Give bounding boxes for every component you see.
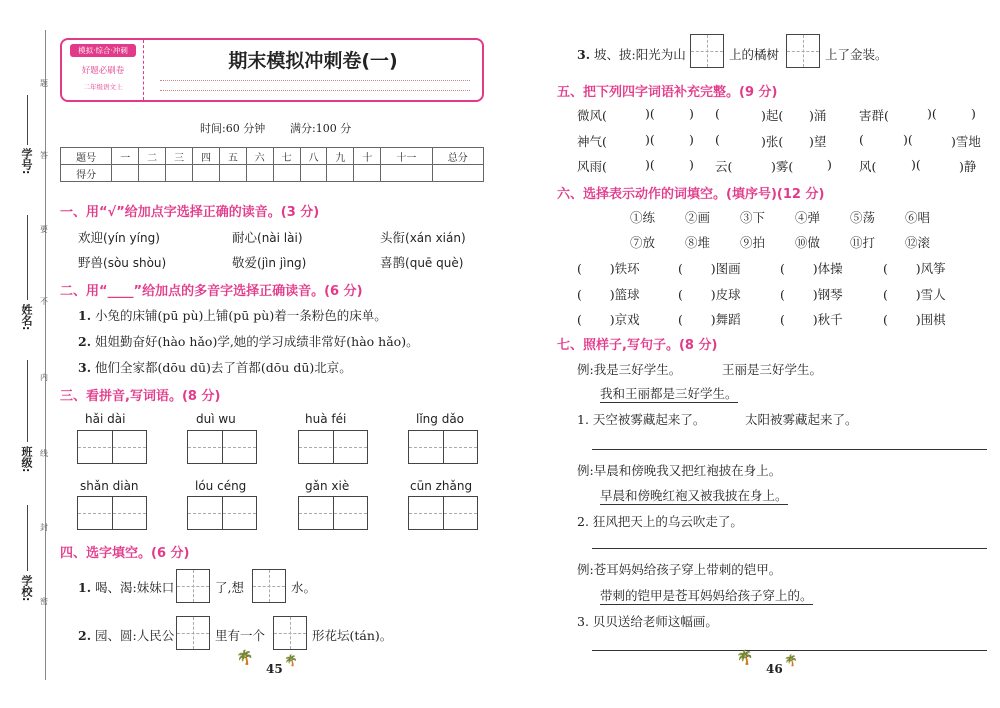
tianzige-box[interactable] [298, 430, 368, 464]
s5-part[interactable]: )( [645, 132, 655, 147]
s1-pinyin[interactable]: (xán xián) [405, 231, 466, 245]
header-dotted-line [160, 90, 470, 91]
s5-part[interactable]: )张( [761, 134, 784, 149]
table-cell: 二 [139, 148, 166, 165]
s6-option: ⑦放 [630, 235, 656, 250]
s5-part: )雪地 [951, 134, 981, 149]
table-cell: 得分 [61, 165, 112, 182]
s5-part[interactable]: 害群( [859, 108, 889, 123]
s5-part: ) [827, 157, 832, 172]
header-dotted-line [160, 80, 470, 81]
table-cell: 十 [354, 148, 381, 165]
score-input-cell[interactable] [432, 165, 483, 182]
s4-item-2 [78, 626, 174, 644]
tianzige-box[interactable] [690, 34, 724, 68]
field-line-banji [27, 360, 28, 442]
score-table-header-row [61, 148, 484, 165]
header-series: 好题必刷卷 [81, 66, 125, 76]
s5-part: )静 [959, 159, 977, 174]
s6-blank[interactable]: ( )篮球 [577, 287, 640, 302]
table-cell: 七 [273, 148, 300, 165]
s2-item-3[interactable] [78, 358, 352, 376]
field-line-xuehao [27, 95, 28, 145]
field-line-xuexiao [27, 505, 28, 571]
s3-pinyin: shǎn diàn [80, 479, 139, 493]
s7-question-1: 1. 天空被雾藏起来了。 [577, 412, 706, 427]
s7-question-3: 3. 贝贝送给老师这幅画。 [577, 614, 718, 629]
score-input-cell[interactable] [354, 165, 381, 182]
tianzige-box[interactable] [187, 430, 257, 464]
answer-line[interactable] [592, 449, 987, 450]
s2-text: 小兔的床铺(pū pù)上铺(pū pù)着一条粉色的床单。 [95, 308, 387, 323]
s5-part[interactable]: ( [715, 106, 720, 121]
s3-pinyin: lóu céng [195, 479, 247, 493]
s6-option: ⑪打 [850, 235, 876, 250]
s4-text-a: 坡、披:阳光为山 [594, 47, 686, 62]
table-cell: 十一 [381, 148, 432, 165]
s6-blank[interactable]: ( )图画 [678, 261, 741, 276]
table-cell: 题号 [61, 148, 112, 165]
s5-part[interactable]: 风( [859, 159, 877, 174]
s5-part[interactable]: ( [859, 132, 864, 147]
s2-item-1[interactable] [78, 306, 387, 324]
exam-title: 期末模拟冲刺卷(一) [228, 50, 398, 72]
s1-item-4 [78, 253, 166, 271]
s7-example-2: 例:早晨和傍晚我又把红袍披在身上。 [577, 463, 782, 478]
s5-part: ) [971, 106, 976, 121]
s3-pinyin: huà féi [305, 412, 347, 426]
s1-item-6 [380, 253, 463, 271]
s4-num: 2. [78, 628, 92, 643]
s5-part[interactable]: )起( [761, 108, 784, 123]
table-cell: 八 [300, 148, 327, 165]
s1-word: 喜鹊 [380, 255, 406, 270]
score-input-cell[interactable] [300, 165, 327, 182]
s1-pinyin[interactable]: (nài lài) [257, 231, 303, 245]
s6-blank-word: 钢琴 [817, 287, 843, 302]
s3-pinyin: lǐng dǎo [416, 412, 465, 426]
binding-line [45, 30, 46, 680]
score-input-cell[interactable] [139, 165, 166, 182]
palm-tree-icon: 🌴 [736, 650, 754, 666]
s6-blank-word: 图画 [715, 261, 741, 276]
tianzige-box[interactable] [786, 34, 820, 68]
tianzige-box[interactable] [176, 569, 210, 603]
s5-part: ) [689, 106, 694, 121]
s5-part: )涌 [809, 108, 827, 123]
exam-time: 时间:60 分钟 [200, 122, 266, 135]
s6-option: ②画 [685, 210, 711, 225]
s3-pinyin: duì wu [196, 412, 236, 426]
tianzige-box[interactable] [408, 430, 478, 464]
table-cell: 总分 [432, 148, 483, 165]
s5-part: )望 [809, 134, 827, 149]
s4-item-1 [78, 578, 174, 596]
s7-example-1b: 王丽是三好学生。 [722, 362, 823, 377]
s6-option: ①练 [630, 210, 656, 225]
section-1-title: 一、用“√”给加点字选择正确的读音。(3 分) [60, 205, 320, 220]
s6-option: ⑧堆 [685, 235, 711, 250]
s1-pinyin[interactable]: (yín yíng) [103, 231, 160, 245]
s4-text-b: 里有一个 [215, 628, 266, 643]
s1-word: 耐心 [232, 230, 258, 245]
table-cell: 四 [193, 148, 220, 165]
s4-item-3 [577, 45, 686, 63]
s1-pinyin[interactable]: (sòu shòu) [103, 256, 167, 270]
s2-num: 2. [78, 334, 92, 349]
field-label-xuexiao: 学校: [20, 575, 33, 602]
palm-tree-icon: 🌴 [284, 654, 298, 667]
s6-blank[interactable]: ( )京戏 [577, 312, 640, 327]
s6-blank[interactable]: ( )雪人 [883, 287, 946, 302]
s6-option: ⑩做 [795, 235, 821, 250]
field-label-xingming: 姓名: [20, 304, 33, 331]
s6-blank-word: 篮球 [614, 287, 640, 302]
s4-text-c: 水。 [291, 580, 317, 595]
header-grade: 二年级语文上 [83, 83, 123, 91]
s6-blank[interactable]: ( )秋千 [780, 312, 843, 327]
s4-num: 3. [577, 47, 591, 62]
tianzige-box[interactable] [77, 430, 147, 464]
exam-full-score: 满分:100 分 [290, 122, 352, 135]
s1-word: 敬爱 [232, 255, 258, 270]
s5-part[interactable]: 微风( [577, 108, 607, 123]
s2-text: 姐姐勤奋好(hào hǎo)学,她的学习成绩非常好(hào hǎo)。 [95, 334, 419, 349]
s4-text-c: 上了金装。 [825, 47, 888, 62]
s5-part[interactable]: )( [645, 157, 655, 172]
s5-part[interactable]: 云( [715, 159, 733, 174]
s6-option: ⑫滚 [905, 235, 931, 250]
score-table-score-row [61, 165, 484, 182]
table-cell: 五 [219, 148, 246, 165]
field-label-banji: 班级: [20, 446, 33, 473]
s1-word: 野兽 [78, 255, 104, 270]
s5-part[interactable]: )( [927, 106, 937, 121]
table-cell: 一 [112, 148, 139, 165]
table-cell: 九 [327, 148, 354, 165]
s5-part[interactable]: 神气( [577, 134, 607, 149]
tianzige-box[interactable] [176, 616, 210, 650]
s5-part[interactable]: )( [903, 132, 913, 147]
s6-option: ⑤荡 [850, 210, 876, 225]
s5-part[interactable]: )( [911, 157, 921, 172]
s6-blank-word: 秋千 [817, 312, 843, 327]
s7-example-2-answer: 早晨和傍晚红袍又被我披在身上。 [600, 488, 788, 503]
s5-part[interactable]: ( [715, 132, 720, 147]
s5-part: ) [689, 132, 694, 147]
s5-part[interactable]: )雾( [771, 159, 794, 174]
s2-num: 1. [78, 308, 92, 323]
table-cell: 三 [166, 148, 193, 165]
s3-pinyin: cūn zhǎng [410, 479, 473, 493]
seal-char: 封 [40, 523, 48, 532]
s4-text-a: 喝、渴:妹妹口 [95, 580, 175, 595]
section-2-title: 二、用“____”给加点的多音字选择正确读音。(6 分) [60, 284, 363, 299]
s6-blank[interactable]: ( )铁环 [577, 261, 640, 276]
tianzige-box[interactable] [187, 496, 257, 530]
s7-example-1-answer: 我和王丽都是三好学生。 [600, 386, 738, 401]
s3-pinyin: hǎi dài [85, 412, 126, 426]
s6-blank[interactable]: ( )钢琴 [780, 287, 843, 302]
seal-char: 要 [40, 225, 48, 234]
s2-text: 他们全家都(dōu dū)去了首都(dōu dū)北京。 [95, 360, 352, 375]
s6-blank-word: 风筝 [920, 261, 946, 276]
s4-text-c: 形花坛(tán)。 [312, 628, 393, 643]
page-number-left: 45 [266, 662, 283, 676]
score-input-cell[interactable] [327, 165, 354, 182]
s7-question-1b: 太阳被雾藏起来了。 [745, 412, 858, 427]
score-input-cell[interactable] [273, 165, 300, 182]
s2-num: 3. [78, 360, 92, 375]
field-label-xuehao: 学号: [20, 148, 33, 175]
palm-tree-icon: 🌴 [784, 654, 798, 667]
s1-word: 欢迎 [78, 230, 104, 245]
page-number-right: 46 [766, 662, 783, 676]
s6-blank-word: 京戏 [614, 312, 640, 327]
s5-part[interactable]: )( [645, 106, 655, 121]
section-6-title: 六、选择表示动作的词填空。(填序号)(12 分) [557, 187, 825, 202]
seal-char: 题 [40, 79, 48, 88]
s6-blank[interactable]: ( )体操 [780, 261, 843, 276]
s2-item-2[interactable] [78, 332, 419, 350]
s5-part[interactable]: 风雨( [577, 159, 607, 174]
s1-item-3 [380, 228, 466, 246]
s1-word: 头衔 [380, 230, 406, 245]
table-cell: 六 [246, 148, 273, 165]
tianzige-box[interactable] [252, 569, 286, 603]
s6-blank-word: 舞蹈 [715, 312, 741, 327]
s6-option: ③下 [740, 210, 766, 225]
s6-blank-word: 围棋 [920, 312, 946, 327]
s6-option: ④弹 [795, 210, 821, 225]
answer-line[interactable] [592, 650, 987, 651]
s6-option: ⑥唱 [905, 210, 931, 225]
s1-item-1 [78, 228, 160, 246]
s6-blank[interactable]: ( )围棋 [883, 312, 946, 327]
seal-char: 答 [40, 151, 48, 160]
s7-example-1: 例:我是三好学生。 [577, 362, 682, 377]
s5-part: ) [689, 157, 694, 172]
s7-example-3-answer: 带刺的铠甲是苍耳妈妈给孩子穿上的。 [600, 588, 813, 603]
s6-blank[interactable]: ( )舞蹈 [678, 312, 741, 327]
palm-tree-icon: 🌴 [236, 650, 254, 666]
section-5-title: 五、把下列四字词语补充完整。(9 分) [557, 85, 778, 100]
s4-num: 1. [78, 580, 92, 595]
s3-pinyin: gǎn xiè [305, 479, 350, 493]
exam-header [60, 38, 484, 102]
score-input-cell[interactable] [166, 165, 193, 182]
score-input-cell[interactable] [246, 165, 273, 182]
section-3-title: 三、看拼音,写词语。(8 分) [60, 389, 221, 404]
score-input-cell[interactable] [112, 165, 139, 182]
s1-pinyin[interactable]: (quē què) [405, 256, 464, 270]
seal-char: 内 [40, 373, 48, 382]
tianzige-box[interactable] [77, 496, 147, 530]
s6-blank-word: 体操 [817, 261, 843, 276]
tianzige-box[interactable] [273, 616, 307, 650]
s1-pinyin[interactable]: (jìn jìng) [257, 256, 307, 270]
tianzige-box[interactable] [408, 496, 478, 530]
score-input-cell[interactable] [381, 165, 432, 182]
section-4-title: 四、选字填空。(6 分) [60, 546, 190, 561]
s6-blank-word: 铁环 [614, 261, 640, 276]
s1-item-2 [232, 228, 303, 246]
answer-line[interactable] [592, 548, 987, 549]
s4-text-b: 上的橘树 [729, 47, 780, 62]
header-badge: 模拟·综合·冲刺 [70, 44, 136, 57]
s6-option: ⑨拍 [740, 235, 766, 250]
s4-text-b: 了,想 [215, 580, 244, 595]
s7-question-2: 2. 狂风把天上的乌云吹走了。 [577, 514, 743, 529]
header-badge-area [62, 40, 144, 100]
score-table [60, 147, 484, 182]
s1-item-5 [232, 253, 306, 271]
s6-blank-word: 皮球 [715, 287, 741, 302]
s7-example-3: 例:苍耳妈妈给孩子穿上带刺的铠甲。 [577, 562, 782, 577]
s6-blank[interactable]: ( )风筝 [883, 261, 946, 276]
s6-blank-word: 雪人 [920, 287, 946, 302]
score-input-cell[interactable] [219, 165, 246, 182]
seal-char: 不 [40, 297, 48, 306]
s6-blank[interactable]: ( )皮球 [678, 287, 741, 302]
tianzige-box[interactable] [298, 496, 368, 530]
section-7-title: 七、照样子,写句子。(8 分) [557, 338, 718, 353]
seal-char: 线 [40, 449, 48, 458]
seal-char: 密 [40, 597, 48, 606]
score-input-cell[interactable] [193, 165, 220, 182]
s4-text-a: 园、圆:人民公 [95, 628, 175, 643]
field-line-xingming [27, 215, 28, 300]
